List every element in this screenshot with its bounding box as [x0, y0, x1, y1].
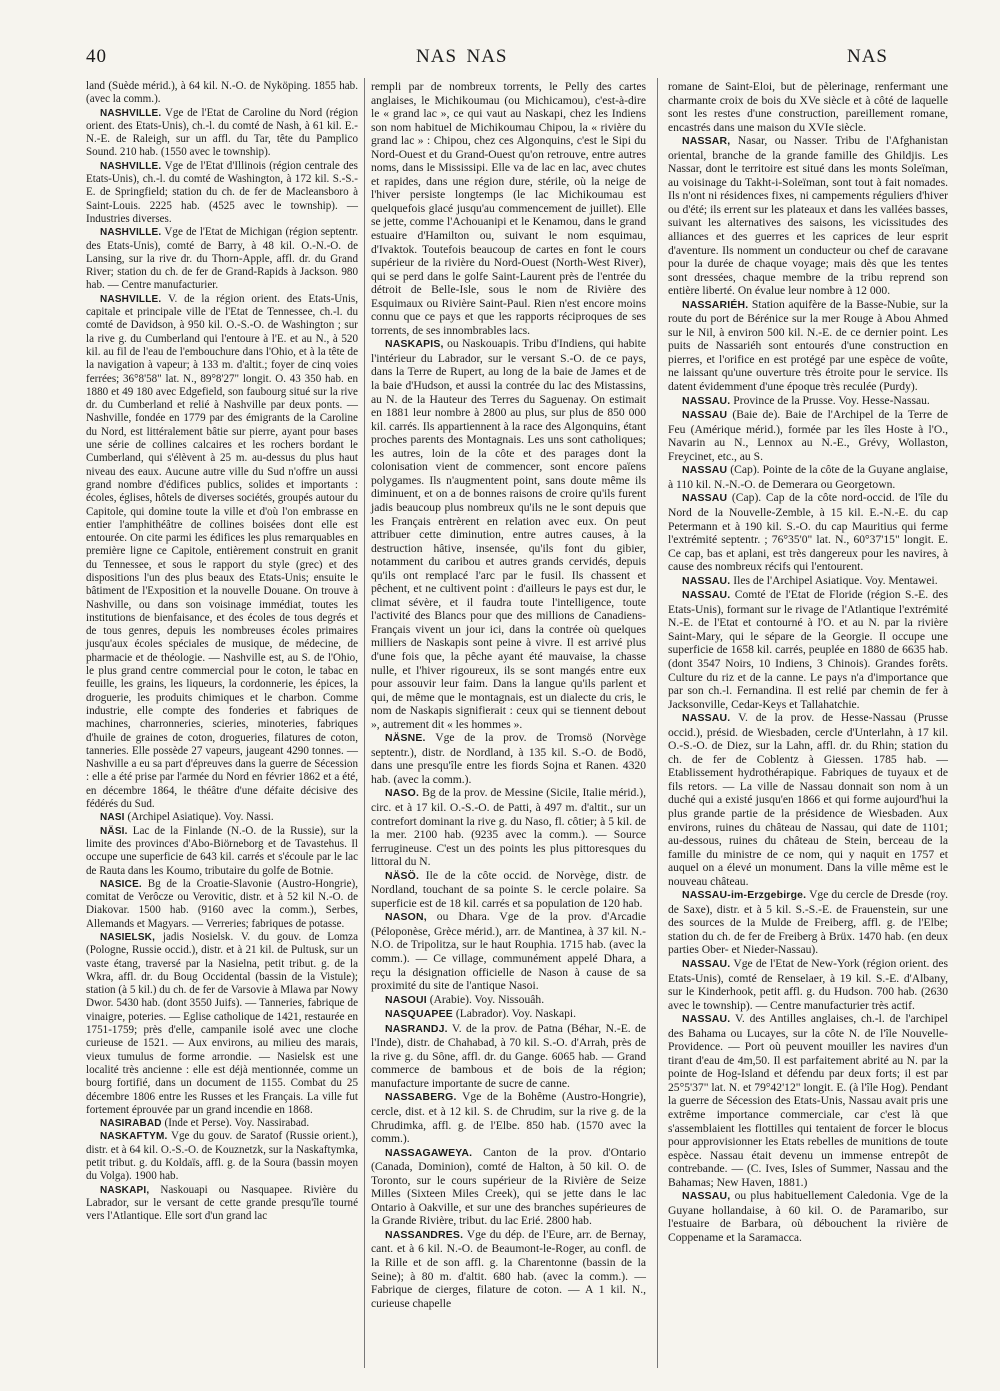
entry-headword: NASSAU	[682, 410, 728, 422]
entry-text: V. des Antilles anglaises, ch.-l. de l'archipel des Bahama ou Lucayes, sur la côte N. de l'île Nouvelle-Providence. — Port où peuvent mouiller les navires d'un tirant d'eau de 4m,50. Il est parfaitement abrité au N. par la pointe de Hog-Island et défendu par deux forts; il est par 25°5'37" lat. N. et 79°42'12" longit. E. (à l'île Hog). Pendant la guerre de Sécession des Etats-Unis, Nassau avait pris une extrême importance commerciale, car c'est là que s'assemblaient les flottilles qui tentaient de forcer le blocus pour approvisionner les Etats rebelles de munitions de toute espèce. Nassau était devenu un immense entrepôt de contrebande. — (C. Ives, Isles of Summer, Nassau and the Bahamas; New Haven, 1881.)	[668, 1012, 948, 1189]
entry-headword: NASIELSK,	[100, 932, 156, 943]
dictionary-entry	[668, 408, 948, 463]
entry-text: (Arabie). Voy. Nissouâh.	[429, 992, 545, 1006]
dictionary-entry	[371, 80, 646, 337]
dictionary-entry	[668, 711, 948, 888]
dictionary-entry	[371, 910, 646, 992]
running-head-right: NAS	[846, 46, 888, 67]
dictionary-entry	[371, 337, 646, 731]
dictionary-entry	[371, 731, 646, 786]
entry-headword: NASON,	[385, 912, 427, 924]
running-head-left: NAS	[416, 46, 458, 67]
text-column-1	[86, 80, 358, 1224]
dictionary-entry	[86, 160, 358, 226]
entry-headword: NASSAU,	[682, 1191, 731, 1203]
page-header	[86, 46, 888, 76]
entry-headword: NASSAU.	[682, 395, 731, 407]
text-column-3	[668, 80, 948, 1244]
entry-text: Vge de l'Etat de Michigan (région septentr. des Etats-Unis), comté de Barry, à 48 kil. O.-N.-O. de Lansing, sur la rive dr. du Thorn-Apple, affl. dr. du Grand River; station du ch. de fer de Grand-Rapids à Jackson. 980 hab. — Centre manufacturier.	[86, 226, 359, 292]
entry-text: Vge de l'Etat de Caroline du Nord (région orient. des Etats-Unis), ch.-l. du comté de Nash, à 61 kil. E.-N.-E. de Raleigh, sur un affl. du Tar, tête du Pamplico Sound. 210 hab. (1550 avec le township).	[86, 106, 358, 159]
entry-text: Ile de la côte occid. de Norvège, distr. de Nordland, touchant de sa pointe S. le cercle polaire. Sa superficie est de 18 kil. carrés et sa population de 120 hab.	[371, 868, 646, 910]
dictionary-entry	[668, 491, 948, 573]
dictionary-entry	[86, 1130, 358, 1183]
entry-text: Vge de l'Etat de New-York (région orient. des Etats-Unis), comté de Renselaer, à 19 kil. S.-E. d'Albany, sur le Kinderhook, petit affl. g. du Hudson. 700 hab. (2630 avec le township). — Centre manufacturier très actif.	[668, 957, 948, 1012]
page-number: 40	[86, 46, 107, 67]
entry-text: rempli par de nombreux torrents, le Pelly des cartes anglaises, le Michikoumau (ou Michicamou), c'est-à-dire le « grand lac », ce qui vaut au Naskapi, chez les Indiens son nom habituel de Michikoumau Chipou, la « rivière du grand lac » : Chipou, chez ces Algonquins, c'est le Sipi du Nord-Ouest et du Grand-Ouest qu'on retrouve, entre autres noms, dans le Mississipi. Elle va de lac en lac, avec chutes et rapides, dans une région dure, stérile, où la neige de l'hiver persiste longtemps (le lac Michikoumau est quelquefois glacé jusqu'au commencement de juillet). Elle se jette, comme l'Achouanipi et le Kenamou, dans le grand estuaire d'Hamilton ou, suivant le nom esquimau, d'Ivaktok. Toutefois beaucoup de cartes en font le cours supérieur de la rivière du Nord-Ouest (North-West River), qui se perd dans le golfe Saint-Laurent près de l'entrée du détroit de Belle-Isle, sous le nom de Rivière des Esquimaux ou Rivière Saint-Paul. Rien n'est encore moins connu que ce pays et que les rapports réciproques de ses torrents, de ses innombrables lacs.	[371, 80, 646, 337]
dictionary-entry	[371, 869, 646, 911]
entry-headword: NÄSI.	[100, 825, 128, 837]
entry-headword: NASSAU.	[682, 575, 731, 587]
entry-text: Vge de la Bohême (Austro-Hongrie), cercle, dist. et à 12 kil. S. de Chrudim, sur la rive g. de la Chrudimka, affl. g. de l'Elbe. 850 hab. (1570 avec la comm.).	[371, 1090, 646, 1146]
dictionary-entry	[371, 1146, 646, 1228]
entry-text: ou Naskouapis. Tribu d'Indiens, qui habite l'intérieur du Labrador, sur le versant S.-O. de ce pays, dans la Terre de Rupert, au long de la baie de James et de la baie d'Hudson, et aussi la contrée du lac des Mistassins, au N. de la Hauteur des Terres du Saguenay. On estimait en 1881 leur nombre à 2800 au plus, sur plus de 850 000 kil. carrés. Ils appartiennent à la race des Algonquins, étant proches parents des Montagnais. Les uns sont catholiques; les autres, loin de la côte et des parages dont la colonisation vient de commencer, sont encore païens polygames. Ils n'augmentent point, sans doute même ils diminuent, et on a de bonnes raisons de croire qu'ils furent jadis beaucoup plus nombreux qu'ils ne le sont depuis que les Français entrèrent en relation avec eux. On peut attribuer cette diminution, entre autres causes, à la destruction hâtive, insensée, qu'ils font du gibier, notamment du caribou et autres grands cervidés, depuis qu'ils ont remplacé l'arc par le fusil. Ils chassent et pêchent, et ne cultivent point : d'ailleurs le pays est dur, le climat sévère, et il faudra toute l'intelligence, toute l'activité des Blancs pour que des millions de Canadiens-Français vivent un jour ici, dans la contrée où quelques milliers de Naskapis sont peine à vivre. Il est arrivé plus d'une fois que, la pêche ayant été mauvaise, la chasse nulle, et l'hiver rigoureux, ils se sont mangés entre eux pour assouvir leur faim. Dans la langue qu'ils parlent et qui, de même que le montagnais, est un dialecte du cris, le nom de Naskapis signifierait : ceux qui se tiennent debout », autrement dit « les hommes ».	[371, 337, 646, 731]
entry-headword: NASHVILLE.	[100, 227, 162, 239]
column-divider	[364, 78, 365, 1368]
dictionary-entry	[86, 825, 358, 878]
entry-text: V. de la prov. de Patna (Béhar, N.-E. de l'Inde), distr. de Chahabad, à 70 kil. S.-O. d'Arrah, près de la rive g. du Sône, affl. dr. du Gange. 6065 hab. — Grand commerce de bambous et de bois de la région; manufacture importante de sucre de canne.	[371, 1021, 646, 1090]
entry-headword: NASHVILLE.	[100, 293, 162, 305]
dictionary-entry	[668, 1012, 948, 1189]
dictionary-entry	[86, 811, 358, 824]
entry-headword: NASSAU-im-Erzgebirge.	[682, 890, 807, 902]
dictionary-entry	[86, 1117, 358, 1130]
entry-text: Lac de la Finlande (N.-O. de la Russie), sur la limite des provinces d'Abo-Biörneborg et de Tavastehus. Il occupe une superficie de 643 kil. carrés et s'écoule par le lac de Rauta dans les Koumo, tributaire du golfe de Botnie.	[86, 824, 358, 877]
entry-headword: NASKAPI,	[100, 1184, 150, 1196]
entry-text: Comté de l'Etat de Floride (région S.-E. des Etats-Unis), formant sur le rivage de l'Atlantique l'extrémité N.-E. de l'Etat et contourné à l'O. et au N. par la rivière Saint-Mary, qui le sépare de la Georgie. Il occupe une superficie de 1658 kil. carrés, peuplée en 1880 de 6635 hab. (dont 3547 Noirs, 10 Indiens, 3 Chinois). Grandes forêts. Culture du riz et de la canne. Le pays n'a d'importance que par son ch.-l. Fernandina. Il est relié par chemin de fer à Jacksonville, Cedar-Keys et Tallahatchie.	[668, 588, 948, 711]
entry-text: ou plus habituellement Caledonia. Vge de la Guyane hollandaise, à 60 kil. O. de Paramaribo, sur l'estuaire de Barbara, où débouchent la rivière de Coppename et la Saramacca.	[668, 1189, 948, 1244]
dictionary-entry	[86, 80, 358, 107]
running-head-center: NAS	[466, 46, 508, 67]
entry-headword: NASHVILLE.	[100, 160, 162, 172]
dictionary-entry	[668, 298, 948, 394]
entry-headword: NASSAU.	[682, 713, 731, 725]
entry-headword: NASIRABAD	[100, 1118, 162, 1130]
entry-headword: NÄSÖ.	[385, 870, 420, 882]
entry-text: Bg de la Croatie-Slavonie (Austro-Hongrie), comitat de Verôcze ou Verovitic, distr. et à 52 kil N.-O. de Diakovar. 1500 hab. (9160 avec la comm.), Serbes, Allemands et Magyars. — Verreries; fabriques de potasse.	[86, 877, 358, 930]
entry-text: Vge de l'Etat d'Illinois (région centrale des Etats-Unis), ch.-l. du comté de Washington, à 172 kil. S.-S.-E. de Springfield; station du ch. de fer de Macleansboro à Saint-Louis. 2225 hab. (4525 avec le township). — Industries diverses.	[86, 159, 358, 225]
entry-text: Vge du dép. de l'Eure, arr. de Bernay, cant. et à 6 kil. N.-O. de Beaumont-le-Roger, au confl. de la Rille et de son affl. g. la Charentonne (bassin de la Seine); à 80 m. d'altit. 680 hab. (avec la comm.). — Fabrique de cierges, filature de coton. — A 1 kil. N., curieuse chapelle	[371, 1227, 646, 1310]
dictionary-entry	[668, 888, 948, 957]
entry-text: (Cap). Pointe de la côte de la Guyane anglaise, à 110 kil. N.-N.-O. de Demerara ou Georgetown.	[668, 463, 948, 491]
entry-text: Bg de la prov. de Messine (Sicile, Italie mérid.), circ. et à 17 kil. O.-S.-O. de Patti, à 497 m. d'altit., sur un contrefort dominant la rive g. du Naso, fl. côtier; à 5 kil. de la mer. 2100 hab. (9235 avec la comm.). — Source ferrugineuse. C'est un des points les plus pittoresques du littoral du N.	[371, 786, 647, 869]
dictionary-entry	[86, 878, 358, 931]
entry-text: romane de Saint-Eloi, but de pèlerinage, renfermant une charmante croix de bois du XVe siècle et à côté de laquelle sont les restes d'une construction, pareillement romane, encastrés dans une maison du XVIe siècle.	[668, 80, 948, 134]
column-divider	[657, 78, 658, 1368]
dictionary-entry	[86, 293, 358, 812]
entry-headword: NASSAR,	[682, 136, 731, 148]
entry-text: Vge du gouv. de Saratof (Russie orient.), distr. et à 64 kil. O.-S.-O. de Kouznetzk, sur la Naskaftymka, petit tribut. g. du Koldaïs, affl. g. de la Soura (bassin moyen du Volga). 1900 hab.	[86, 1130, 358, 1183]
dictionary-entry	[668, 588, 948, 711]
dictionary-entry	[86, 226, 358, 292]
entry-text: Vge de la prov. de Tromsö (Norvège septentr.), distr. de Nordland, à 135 kil. S.-O. de Bodö, dans une presqu'île entre les fiords Sojna et Ranen. 4320 hab. (avec la comm.).	[371, 731, 646, 786]
dictionary-entry	[668, 574, 948, 589]
dictionary-entry	[86, 107, 358, 160]
dictionary-entry	[371, 1228, 646, 1310]
entry-text: Canton de la prov. d'Ontario (Canada, Dominion), comté de Halton, à 50 kil. O. de Toronto, sur le cours supérieur de la Rivière de Seize Milles (Sixteen Miles Creek), qui se jette dans le lac Ontario à Oakville, et sur une des branches supérieures de la Grande Rivière, tribut. du lac Erié. 2800 hab.	[371, 1145, 646, 1228]
entry-headword: NASSANDRES.	[385, 1229, 464, 1241]
text-column-2	[371, 80, 646, 1310]
entry-text: land (Suède mérid.), à 64 kil. N.-O. de Nyköping. 1855 hab. (avec la comm.).	[86, 80, 358, 106]
entry-text: Station aquifère de la Basse-Nubie, sur la route du port de Bérénice sur la mer Rouge à Abou Ahmed sur le Nil, à environ 500 kil. N.-E. de ce dernier point. Les puits de Nassariéh sont entourés d'une construction en pierres, et l'orifice en est protégé par une espèce de voûte, ne laissant qu'une ouverture très étroite pour le service. Ils datent évidemment d'une époque très reculée (Purdy).	[668, 297, 948, 394]
entry-text: Vge du cercle de Dresde (roy. de Saxe), distr. et à 5 kil. S.-S.-E. de Frauenstein, sur une des sources de la Mulde de Freiberg, affl. g. de l'Elbe; station du ch. de fer de Freiberg à Brüx. 1470 hab. (en deux parties Ober- et Nieder-Nassau).	[668, 888, 948, 957]
entry-headword: NASSAU	[682, 493, 728, 505]
entry-headword: NASICE.	[100, 878, 142, 890]
dictionary-entry	[86, 931, 358, 1117]
dictionary-entry	[371, 993, 646, 1008]
entry-headword: NASHVILLE.	[100, 107, 162, 119]
entry-headword: NASSAU.	[682, 959, 731, 970]
entry-headword: NASKAFTYM.	[100, 1131, 168, 1143]
entry-text: Province de la Prusse. Voy. Hesse-Nassau.	[733, 393, 930, 407]
entry-headword: NASSAU.	[682, 1014, 731, 1026]
entry-headword: NASSAU	[682, 465, 728, 477]
dictionary-entry	[668, 134, 948, 298]
entry-text: (Inde et Perse). Voy. Nassirabad.	[164, 1117, 310, 1130]
dictionary-entry	[668, 394, 948, 409]
entry-headword: NASSABERG.	[385, 1092, 457, 1104]
dictionary-entry	[668, 1189, 948, 1244]
entry-text: (Labrador). Voy. Naskapi.	[455, 1007, 577, 1021]
entry-text: Iles de l'Archipel Asiatique. Voy. Mentawei.	[733, 573, 938, 587]
entry-headword: NASSAU.	[682, 590, 731, 602]
dictionary-entry	[668, 957, 948, 1012]
entry-text: ou Dhara. Vge de la prov. d'Arcadie (Péloponèse, Grèce mérid.), arr. de Mantinea, à 37 kil. N.-N.O. de Tripolitza, sur le haut Rouphia. 1715 hab. (avec la comm.). — Ce village, communément appelé Dhara, a reçu la désignation officielle de Nason à cause de sa proximité du site de l'antique Nasoi.	[371, 910, 646, 993]
entry-headword: NASRANDJ.	[385, 1023, 448, 1035]
entry-headword: NASO.	[385, 788, 420, 800]
dictionary-entry	[371, 1007, 646, 1022]
entry-text: Naskouapi ou Nasquapee. Rivière du Labrador, sur le versant de cette grande presqu'île tourné vers l'Atlantique. Elle sort d'un grand lac	[86, 1183, 358, 1223]
entry-text: (Cap). Cap de la côte nord-occid. de l'île du Nord de la Nouvelle-Zemble, à 15 kil. E.-N.-E. du cap Petermann et à 190 kil. S.-O. du cap Mauritius qui ferme l'extrémité septentr. ; 76°35'0" lat. N., 60°37'15" longit. E. Ce cap, bas et aplani, est très dangereux pour les navires, à cause des nombreux récifs qui l'entourent.	[668, 491, 948, 574]
entry-headword: NÄSNE.	[385, 733, 426, 745]
dictionary-entry	[668, 463, 948, 491]
dictionary-entry	[668, 80, 948, 134]
dictionary-entry	[371, 786, 646, 868]
entry-headword: NASOUI	[385, 994, 427, 1006]
entry-text: V. de la région orient. des Etats-Unis, capitale et principale ville de l'Etat de Tennessee, ch.-l. du comté de Davidson, à 950 kil. O.-S.-O. de Washington ; sur la rive g. du Cumberland qui l'entoure à l'E. et au N., à 520 kil. au fil de l'eau de l'embouchure dans l'Ohio, et à la tête de la navigation à vapeur; à 133 m. d'altit.; foyer de cinq voies ferrées; 36°8'58" lat. N., 89°8'27" longit. O. 43 350 hab. en 1880 et 49 180 avec Edgefield, son faubourg situé sur la rive dr. du Cumberland et relié à Nashville par deux ponts. — Nashville, fondée en 1779 par des émigrants de la Caroline du Nord, est littéralement bâtie sur pierre, ayant pour bases une série de collines calcaires et les rochers bordant le Cumberland, qui s'élèvent à 25 m. au-dessus du plus haut niveau des eaux. Aucune autre ville du Sud n'offre un aussi grand nombre d'édifices publics, solides et importants : écoles, églises, hôtels de diverses sociétés, groupés autour du Capitole, qui domine toute la ville et d'où l'on embrasse en entier l'amphithéâtre de collines boisées dont elle est entourée. On cite parmi les édifices les plus remarquables en première ligne ce Capitole, entièrement construit en granit du Tennessee, et sous le rapport du style (grec) et des dispositions l'un des plus beaux des Etats-Unis; ensuite le bâtiment de l'Exposition et la nouvelle Douane. On trouve à Nashville, ou dans son voisinage immédiat, toutes les institutions de bienfaisance, et des écoles de tous degrés et de tous genres, depuis les nombreuses écoles primaires jusqu'aux écoles spéciales de musique, de médecine, de pharmacie et de théologie. — Nashville est, au S. de l'Ohio, le plus grand centre commercial pour le coton, le tabac en feuille, les grains, les liqueurs, la cordonnerie, les épices, la droguerie, les produits chimiques et le charbon. Comme industrie, elle compte des fonderies et fabriques de machines, charronneries, scieries, minoteries, fabriques d'huile de graines de coton, drogueries, filatures de coton, tanneries. Elle possède 27 vapeurs, jaugeant 4290 tonnes. — Nashville a eu sa part d'épreuves dans la guerre de Sécession : elle a été prise par l'armée du Nord en février 1862 et a été, en décembre 1864, le théâtre d'une défaite décisive des fédérés du Sud.	[86, 292, 359, 811]
entry-text: V. de la prov. de Hesse-Nassau (Prusse occid.), présid. de Wiesbaden, cercle d'Unterlahn, à 17 kil. O.-S.-O. de Diez, sur la Lahn, affl. dr. du Rhin; station du ch. de fer de Coblentz à Giessen. 1785 hab. — Etablissement hydrothérapique. Fabriques de tuyaux et de fils retors. — La ville de Nassau donnait son nom à un duché qui a existé jusqu'en 1866 et qui forme aujourd'hui la plus grande partie de la présidence de Wiesbaden. Aux environs, ruines du château de Nassau, qui date de 1101; au-dessous, ruines du château de Stein, berceau de la famille du ministre de ce nom, qui y naquit en 1757 et auquel on a élevé un monument. Dans la ville même est le nouveau château.	[668, 711, 948, 888]
entry-text: Nasar, ou Nasser. Tribu de l'Afghanistan oriental, branche de la grande famille des Ghildjis. Les Nassar, dont le territoire est situé dans les monts Soleïman, au voisinage du Takht-i-Soleïman, sont tout à fait nomades. Ils n'ont ni résidences fixes, ni campements réguliers d'hiver ou d'été; ils errent sur les plateaux et dans les vallées basses, suivant les alternatives des saisons, les vicissitudes des alliances et des guerres et les caprices de leur esprit d'aventure. Ils nomment un conducteur ou chef de caravane pour la durée de chaque voyage; mais dès que les tentes sont dressées, chaque membre de la tribu reprend son entière liberté. On évalue leur nombre à 12 000.	[668, 134, 948, 298]
entry-text: jadis Nosielsk. V. du gouv. de Lomza (Pologne, Russie occid.), distr. et à 21 kil. de Pultusk, sur un vaste étang, traversé par la Nasielna, petit tribut. g. de la Wkra, affl. dr. du Boug Occidental (bassin de la Vistule); station (à 5 kil.) du ch. de fer de Varsovie à Mlawa par Nowy Dwor. 5430 hab. (dont 3550 Juifs). — Tanneries, fabrique de vinaigre, poteries. — Eglise catholique de 1421, restaurée en 1751-1759; près d'elle, campanile isolé avec une cloche curieuse de 1521. — Aux environs, au milieu des marais, vieux tumulus de forme arrondie. — Nasielsk est une localité très ancienne : elle est déjà mentionnée, comme un bourg fortifié, dans un document de 1155. Combat du 25 décembre 1806 entre les Russes et les Français. La ville fut fortement éprouvée par un grand incendie en 1868.	[86, 931, 358, 1116]
entry-headword: NASQUAPEE	[385, 1009, 453, 1021]
entry-headword: NASSARIÉH.	[682, 299, 749, 311]
entry-headword: NASKAPIS,	[385, 339, 444, 351]
dictionary-entry	[86, 1184, 358, 1224]
dictionary-entry	[371, 1022, 646, 1091]
entry-text: (Baie de). Baie de l'Archipel de la Terre de Feu (Amérique mérid.), formée par les îles Hoste à l'O., Navarin au N., Lennox au N.-E., Grévy, Wollaston, Freycinet, etc., au S.	[668, 408, 948, 463]
entry-text: (Archipel Asiatique). Voy. Nassi.	[127, 811, 274, 824]
dictionary-entry	[371, 1090, 646, 1145]
entry-headword: NASSAGAWEYA.	[385, 1147, 473, 1159]
entry-headword: NASI	[100, 812, 125, 824]
